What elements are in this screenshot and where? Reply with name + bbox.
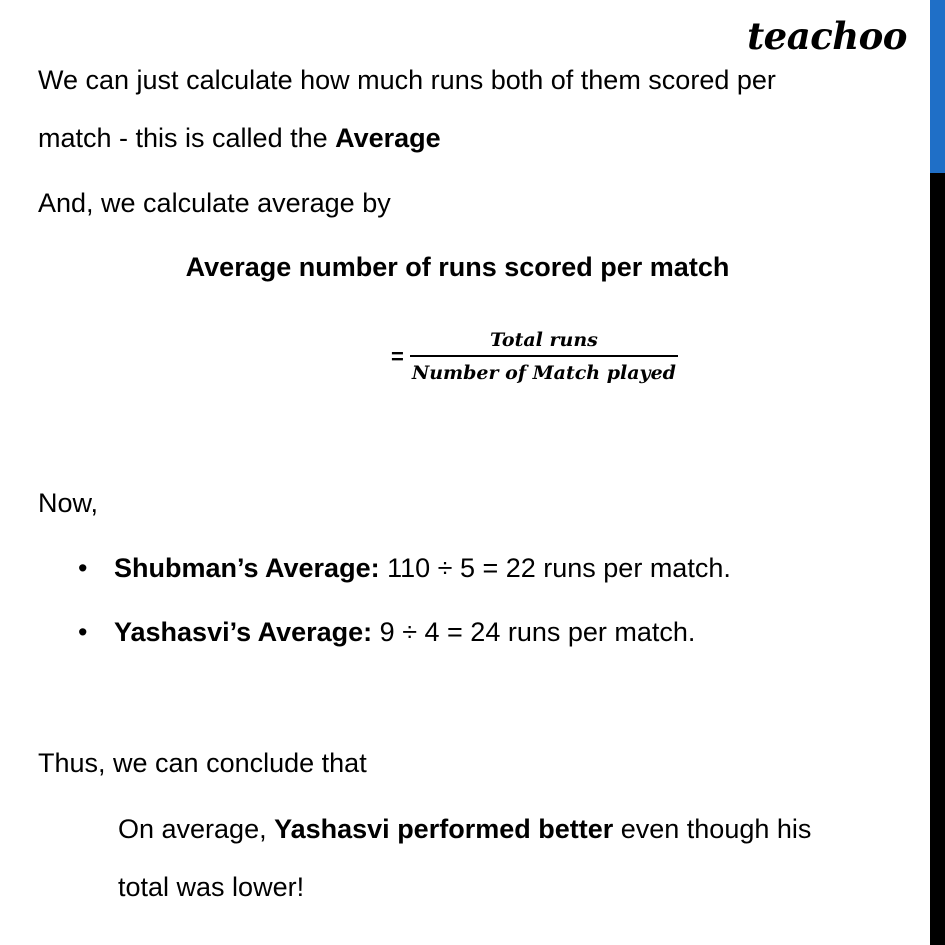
formula-heading: Average number of runs scored per match — [185, 252, 730, 282]
conclusion-prefix: On average, — [118, 814, 275, 844]
bullet-shubman — [114, 551, 731, 585]
fraction-bar — [410, 355, 678, 357]
conclusion-lead: Thus, we can conclude that — [38, 748, 367, 778]
bullet-label: Shubman’s Average: — [114, 553, 380, 583]
equals-sign: = — [391, 343, 404, 369]
method-line: And, we calculate average by — [38, 188, 391, 218]
bullet-text: 9 ÷ 4 = 24 runs per match. — [372, 617, 696, 647]
fraction — [410, 328, 678, 385]
bullet-label: Yashasvi’s Average: — [114, 617, 373, 647]
bullet-yashasvi — [114, 615, 695, 649]
bullet-marker: • — [78, 617, 88, 647]
conclusion-suffix: even though his — [613, 814, 812, 844]
scrollbar-thumb[interactable] — [930, 0, 945, 173]
fraction-numerator: Total runs — [489, 329, 598, 351]
bullet-marker: • — [78, 553, 88, 583]
intro-line-2 — [38, 121, 441, 155]
conclusion-line-1 — [118, 812, 811, 846]
intro-line-2-text: match - this is called the — [38, 123, 336, 153]
intro-line-1: We can just calculate how much runs both of them scored per — [38, 65, 776, 95]
now-label: Now, — [38, 488, 99, 518]
average-formula — [391, 328, 678, 385]
conclusion-highlight: Yashasvi performed better — [274, 814, 614, 844]
average-term: Average — [335, 123, 441, 153]
fraction-denominator: Number of Match played — [411, 362, 676, 384]
conclusion-line-2: total was lower! — [118, 872, 305, 902]
teachoo-logo: teachoo — [747, 14, 907, 58]
bullet-text: 110 ÷ 5 = 22 runs per match. — [379, 553, 731, 583]
